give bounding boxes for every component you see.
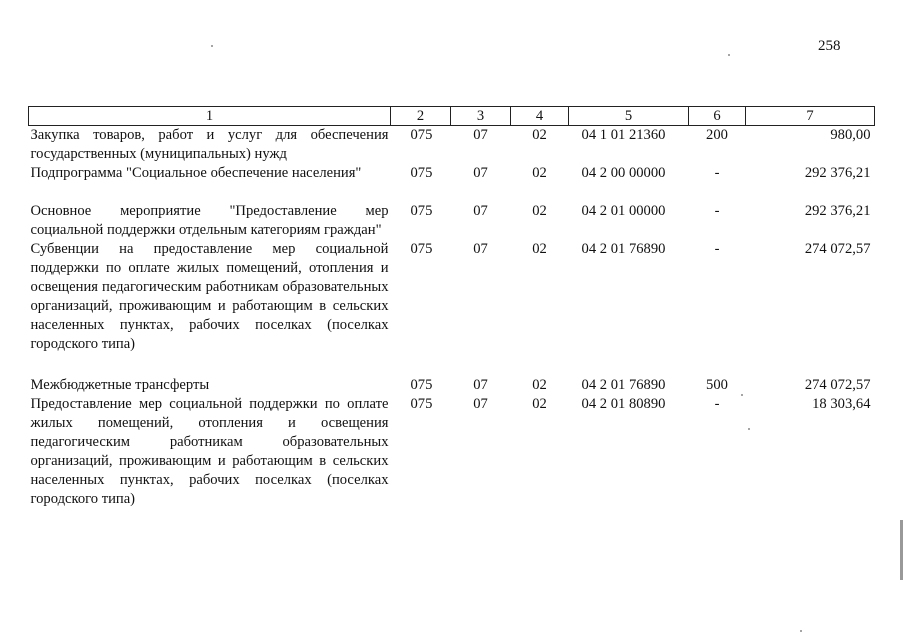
row-name: Закупка товаров, работ и услуг для обеспечения государственных (муниципальных) нужд xyxy=(30,127,389,162)
cell-subsection: 02 xyxy=(532,241,547,257)
spacer-row xyxy=(29,354,875,376)
table-row xyxy=(29,376,875,395)
cell-expense-type: - xyxy=(714,396,720,412)
cell-admin-code: 075 xyxy=(410,377,433,393)
cell-subsection: 02 xyxy=(532,396,547,412)
cell-subsection: 02 xyxy=(532,165,547,181)
cell-expense-type: - xyxy=(714,203,720,219)
row-name: Основное мероприятие "Предоставление мер социальной поддержки отдельным категориям граждан" xyxy=(30,203,389,238)
table-row xyxy=(29,126,875,165)
cell-section: 07 xyxy=(473,127,488,143)
cell-expense-type: 500 xyxy=(706,377,728,393)
page-number: 258 xyxy=(818,38,841,54)
cell-amount: 292 376,21 xyxy=(804,165,871,181)
column-header: 2 xyxy=(391,107,451,126)
cell-admin-code: 075 xyxy=(410,396,433,412)
column-header: 3 xyxy=(451,107,511,126)
cell-amount: 980,00 xyxy=(830,127,871,143)
spacer-row xyxy=(29,183,875,202)
cell-admin-code: 075 xyxy=(410,241,433,257)
cell-target-code: 04 2 01 80890 xyxy=(581,396,666,412)
row-name: Подпрограмма "Социальное обеспечение населения" xyxy=(30,165,362,181)
scan-speck xyxy=(741,394,743,396)
cell-section: 07 xyxy=(473,377,488,393)
cell-amount: 274 072,57 xyxy=(804,241,871,257)
cell-admin-code: 075 xyxy=(410,203,433,219)
cell-target-code: 04 2 01 00000 xyxy=(581,203,666,219)
table-row xyxy=(29,240,875,354)
cell-expense-type: - xyxy=(714,165,720,181)
table-row xyxy=(29,202,875,240)
cell-target-code: 04 2 01 76890 xyxy=(581,241,666,257)
table-row xyxy=(29,164,875,183)
table-header-row xyxy=(29,107,875,126)
table-row xyxy=(29,395,875,509)
cell-expense-type: - xyxy=(714,241,720,257)
column-header: 1 xyxy=(29,107,391,126)
scan-speck xyxy=(211,45,213,47)
scan-speck xyxy=(728,54,730,56)
cell-target-code: 04 1 01 21360 xyxy=(581,127,666,143)
cell-subsection: 02 xyxy=(532,377,547,393)
cell-target-code: 04 2 01 76890 xyxy=(581,377,666,393)
cell-expense-type: 200 xyxy=(706,127,728,143)
cell-amount: 292 376,21 xyxy=(804,203,871,219)
row-name: Предоставление мер социальной поддержки по оплате жилых помещений, отопления и освещения педагогическим работникам образовательных организаций, проживающим и работающим в сельских населенных пунктах, рабочих поселках (поселках городского типа) xyxy=(30,396,389,507)
cell-subsection: 02 xyxy=(532,127,547,143)
budget-table xyxy=(28,106,875,509)
cell-admin-code: 075 xyxy=(410,165,433,181)
scan-speck xyxy=(800,630,802,632)
column-header: 6 xyxy=(689,107,746,126)
cell-section: 07 xyxy=(473,396,488,412)
scan-speck xyxy=(900,520,903,580)
cell-section: 07 xyxy=(473,241,488,257)
column-header: 5 xyxy=(569,107,689,126)
cell-section: 07 xyxy=(473,165,488,181)
row-name: Межбюджетные трансферты xyxy=(30,377,210,393)
cell-amount: 18 303,64 xyxy=(812,396,871,412)
cell-admin-code: 075 xyxy=(410,127,433,143)
cell-subsection: 02 xyxy=(532,203,547,219)
column-header: 7 xyxy=(746,107,875,126)
scan-speck xyxy=(748,428,750,430)
cell-target-code: 04 2 00 00000 xyxy=(581,165,666,181)
cell-section: 07 xyxy=(473,203,488,219)
cell-amount: 274 072,57 xyxy=(804,377,871,393)
row-name: Субвенции на предоставление мер социальной поддержки по оплате жилых помещений, отопления и освещения педагогическим работникам образовательных организаций, проживающим и работающим в сельских населенных пунктах, рабочих поселках (поселках городского типа) xyxy=(30,241,389,352)
column-header: 4 xyxy=(511,107,569,126)
